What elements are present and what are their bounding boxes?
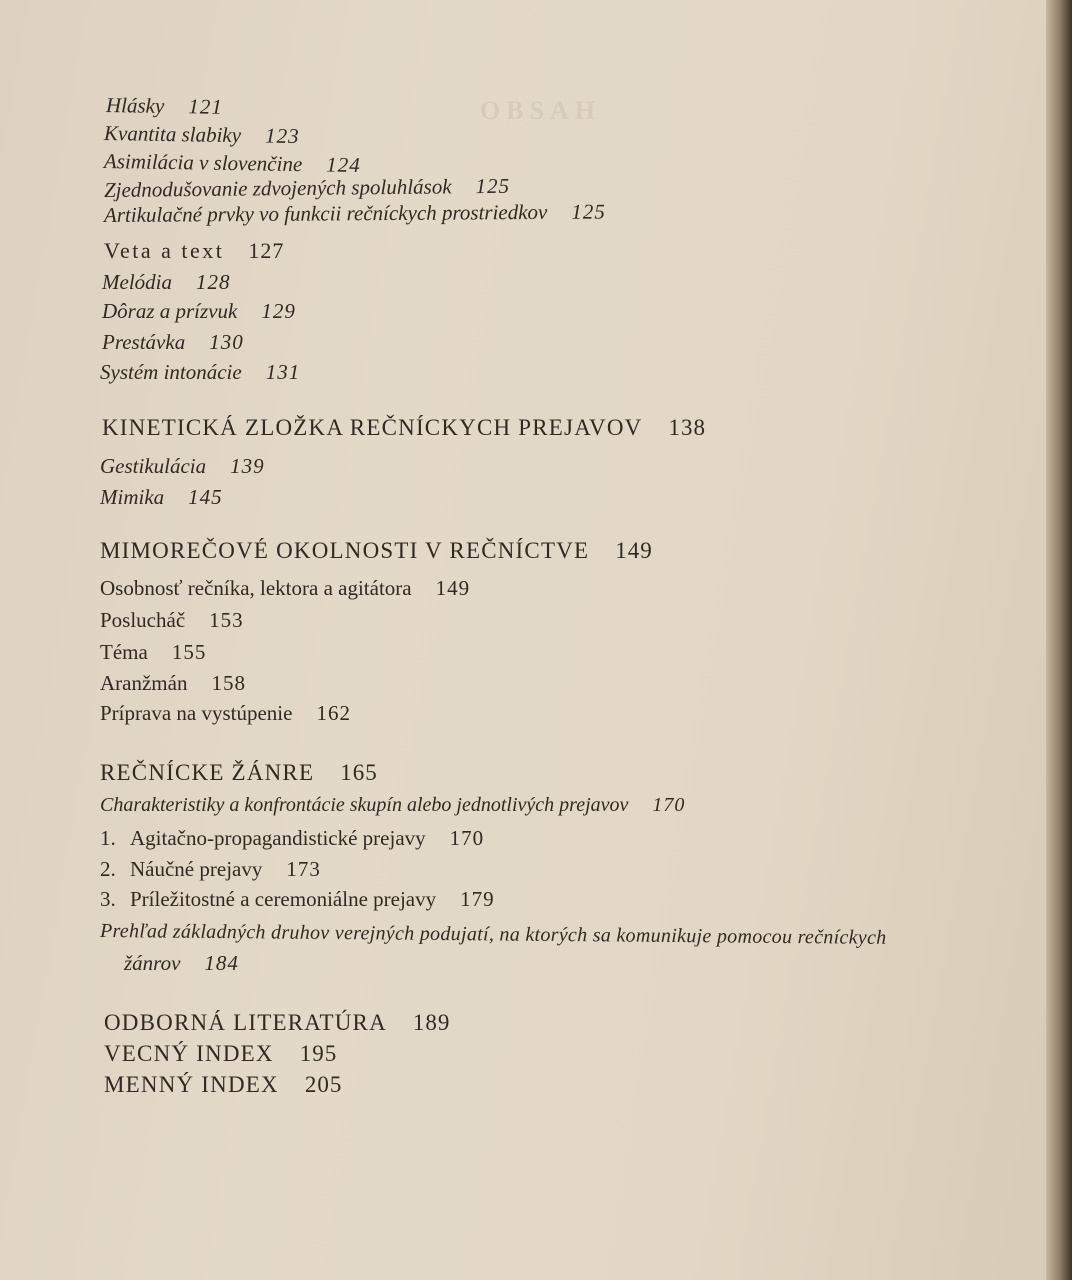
toc-entry [100,359,300,385]
toc-page: 162 [316,701,351,725]
toc-label: Asimilácia v slovenčine [103,149,303,177]
toc-label: žánrov [124,951,181,975]
toc-entry-overview [100,918,887,951]
toc-page: 139 [230,454,265,478]
toc-label: Aranžmán [100,671,188,695]
section-title: MENNÝ INDEX [104,1072,279,1097]
section-heading-circumstances [100,538,653,564]
item-number: 1. [100,826,116,850]
toc-page: 149 [435,576,471,600]
section-page: 189 [412,1010,451,1035]
toc-page: 131 [265,360,301,384]
section-page: 165 [340,760,378,785]
toc-label: Mimika [100,485,165,509]
toc-page: 158 [211,671,246,695]
toc-label: Prestávka [102,330,186,354]
toc-page: 121 [188,94,224,119]
toc-page: 128 [195,270,231,294]
toc-label: Gestikulácia [100,454,207,478]
section-page: 138 [668,415,706,440]
toc-label: Hlásky [105,93,165,118]
toc-entry [104,148,361,178]
toc-entry [100,825,484,851]
section-title: REČNÍCKE ŽÁNRE [100,760,315,785]
toc-label: Príležitostné a ceremoniálne prejavy [130,887,437,911]
section-page: 149 [615,538,653,563]
toc-label: Charakteristiky a konfrontácie skupín alebo jednotlivých prejavov [100,794,629,816]
toc-entry [102,329,244,355]
toc-entry [104,120,300,149]
toc-label: Veta a text [104,238,225,263]
toc-page: 184 [204,951,239,975]
toc-page: 129 [261,299,296,323]
toc-page: 155 [171,640,207,664]
toc-page: 170 [652,794,686,816]
toc-label: Prehľad základných druhov verejných podujatí, na ktorých sa komunikuje pomocou rečníckych [99,920,887,949]
toc-label: Poslucháč [100,608,186,632]
toc-entry [100,607,244,633]
toc-entry [100,639,206,665]
toc-entry [100,453,265,479]
toc-label: Artikulačné prvky vo funkcii rečníckych prostriedkov [103,199,548,227]
section-title: ODBORNÁ LITERATÚRA [104,1010,387,1035]
toc-label: Náučné prejavy [130,857,263,881]
toc-label: Osobnosť rečníka, lektora a agitátora [100,576,412,600]
toc-page: 170 [449,826,485,850]
section-heading-name-index [104,1072,342,1098]
toc-page: 127 [248,238,285,263]
toc-label: Téma [100,640,148,664]
toc-entry-overview-cont [124,950,239,976]
toc-page: 153 [209,608,244,632]
toc-entry [102,269,230,295]
section-heading-subject-index [104,1041,337,1067]
toc-entry [100,886,495,912]
section-title: KINETICKÁ ZLOŽKA REČNÍCKYCH PREJAVOV [102,415,643,440]
toc-page: 179 [460,887,495,911]
section-heading-genres [100,760,378,786]
toc-page: 124 [326,152,361,178]
item-number: 2. [100,857,116,881]
toc-label: Príprava na vystúpenie [100,701,293,725]
section-title: MIMOREČOVÉ OKOLNOSTI V REČNÍCTVE [100,538,590,563]
toc-entry [102,298,296,324]
section-page: 205 [304,1072,343,1097]
section-page: 195 [299,1041,338,1066]
toc-label: Dôraz a prízvuk [102,299,238,323]
section-heading-literature [104,1010,450,1036]
toc-label: Kvantita slabiky [103,121,242,148]
toc-label: Melódia [102,270,172,294]
toc-entry [104,198,606,228]
toc-entry [104,238,284,264]
toc-page: 130 [209,330,244,354]
section-heading-kinetic [102,415,706,441]
item-number: 3. [100,887,116,911]
toc-label: Systém intonácie [100,360,242,384]
toc-page: 125 [475,173,511,199]
toc-page: 123 [264,123,300,149]
toc-page: 125 [571,199,606,224]
section-title: VECNÝ INDEX [104,1041,274,1066]
toc-page: 145 [188,485,223,509]
show-through-text: OBSAH [480,96,602,125]
toc-entry [100,670,246,696]
toc-label: Zjednodušovanie zdvojených spoluhlások [103,174,452,202]
toc-entry [106,92,223,120]
toc-entry [104,173,510,203]
toc-entry [100,856,321,882]
toc-entry [100,792,685,818]
toc-entry [100,484,223,510]
toc-page: 173 [286,857,321,881]
toc-entry [100,575,470,601]
toc-label: Agitačno-propagandistické prejavy [130,826,426,850]
toc-entry [100,700,351,726]
